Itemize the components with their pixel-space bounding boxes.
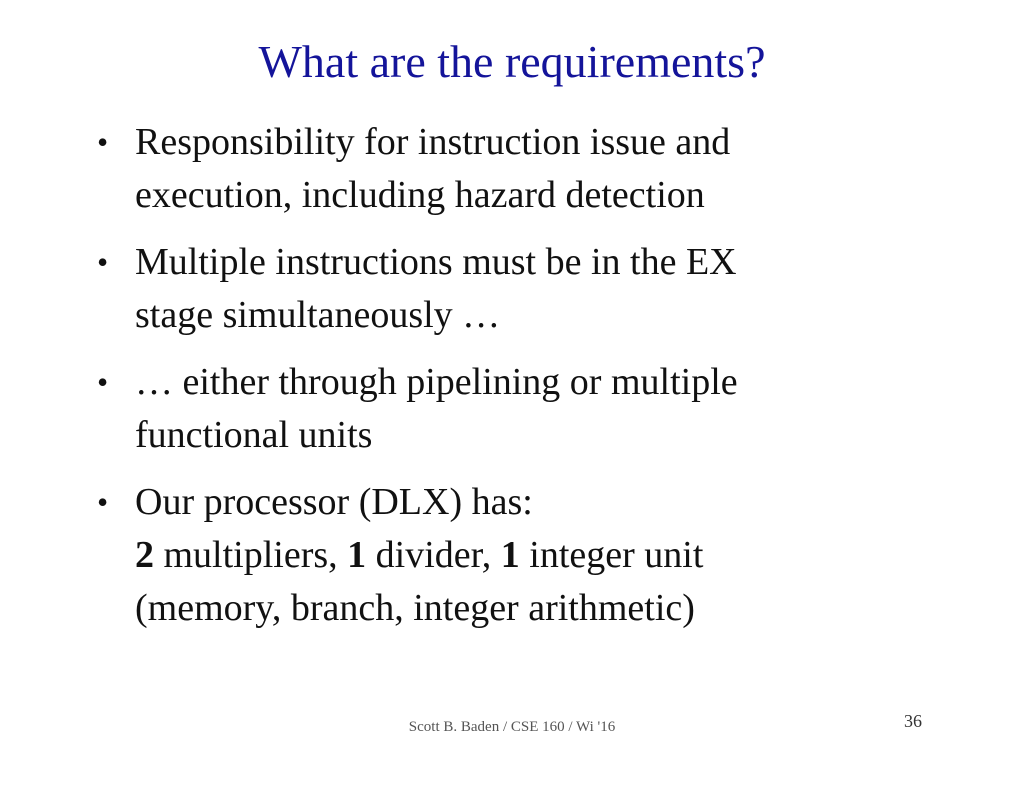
- bullet-icon: •: [97, 124, 109, 160]
- bullet-text-line: stage simultaneously …: [135, 294, 501, 336]
- bullet-item: [95, 476, 975, 635]
- slide-title: What are the requirements?: [258, 36, 766, 87]
- integer-unit-count: 1: [500, 534, 520, 576]
- bullet-icon: •: [97, 484, 109, 520]
- bullet-text-line: (memory, branch, integer arithmetic): [135, 587, 695, 629]
- bullet-item: [95, 236, 975, 342]
- bullet-text-line: Our processor (DLX) has:: [135, 481, 533, 523]
- bullet-text-line: Multiple instructions must be in the EX: [135, 241, 737, 283]
- bullet-item: [95, 356, 975, 462]
- integer-unit-label: integer unit: [519, 534, 704, 576]
- bullet-item: [95, 116, 975, 222]
- bullet-icon: •: [97, 244, 109, 280]
- bullet-text-line: functional units: [135, 414, 373, 456]
- bullet-icon: •: [97, 364, 109, 400]
- divider-count: 1: [347, 534, 367, 576]
- multipliers-label: multipliers,: [154, 534, 348, 576]
- slide-footer: Scott B. Baden / CSE 160 / Wi '16: [408, 719, 616, 735]
- bullet-list: [95, 116, 975, 649]
- functional-units-line: [135, 529, 975, 582]
- multipliers-count: 2: [135, 534, 154, 576]
- divider-label: divider,: [366, 534, 501, 576]
- page-number: 36: [904, 711, 922, 731]
- bullet-text-line: Responsibility for instruction issue and: [135, 121, 731, 163]
- bullet-text-line: execution, including hazard detection: [135, 174, 705, 216]
- bullet-text-line: … either through pipelining or multiple: [135, 361, 738, 403]
